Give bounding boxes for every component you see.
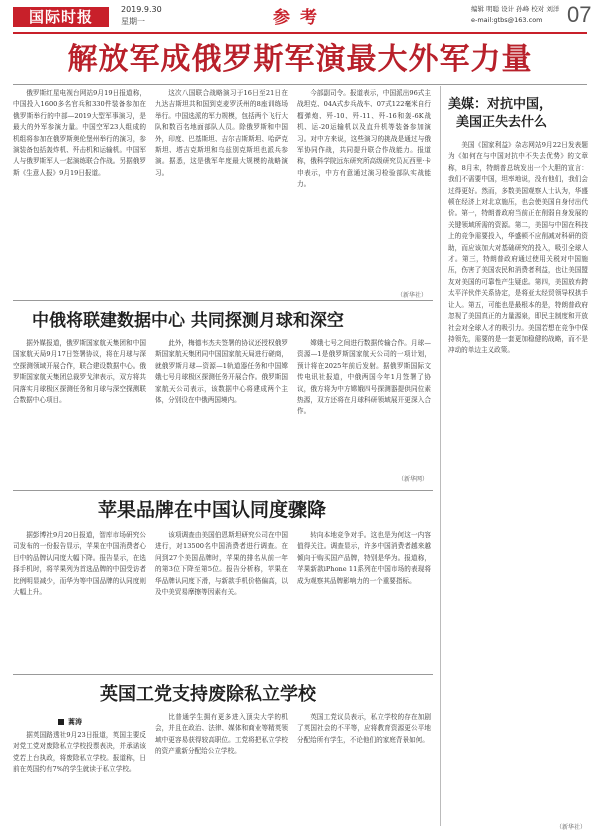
issue-weekday: 星期一 <box>121 17 145 26</box>
story2-column-1 <box>13 338 146 486</box>
page-header <box>0 0 600 36</box>
story4-byline-name: 蒿涛 <box>68 718 82 726</box>
lead-credit: （新华社） <box>397 292 428 299</box>
story4-col3-text: 英国工党议员表示，私立学校的存在加剧了英国社会的不平等，应将教育资源更公平地分配给所有学生，不论他们的家庭背景如何。 <box>297 713 431 744</box>
story3-col3-text: 转向本地竞争对手。这也是为何这一内容值得关注。调查显示，许多中国消费者越来越倾向于购买国产品牌，特别是华为。报道称，苹果新款iPhone 11系列在中国市场的表现将成为观察其品牌影响力的一个重要指标。 <box>297 531 431 585</box>
story4-column-2 <box>155 712 288 828</box>
story2-divider <box>13 300 433 301</box>
story4-byline <box>58 717 82 727</box>
lead-divider <box>13 84 587 85</box>
lead-headline: 解放军成俄罗斯军演最大外军力量 <box>67 42 533 77</box>
lead-col3-text: 今部副司令。报道表示，中国派出96式主战坦克、04A式步兵战车、07式122毫米自行榴弹炮、歼-10、歼-11、歼-16和轰-6K战机、运-20运输机以及直升机等装备参加演习。对中方来说，这些演习的挑战是通过与俄军协同作战，共同提升联合作战能力。报道称，俄科学院远东研究所高级研究员瓦西里·卡申表示，中方有意通过演习检验部队实战能力。 <box>297 89 431 189</box>
section-title: 参考 <box>273 8 327 28</box>
story2-col2-text: 此外，梅德韦杰夫签署的协议还授权俄罗斯国家航天集团同中国国家航天局进行磋商，就俄罗斯月球—资源—1轨道器任务和中国嫦娥七号月球极区探测任务开展合作。俄罗斯国家航天公司表示，该数据中心将建成两个主体，分别设在中俄两国境内。 <box>155 339 288 405</box>
sidebar-credit: （新华社） <box>556 824 587 831</box>
story4-col2-text: 比普通学生拥有更多进入顶尖大学的机会，并且在政治、法律、媒体和商业等精英领域中更容易获得较高职位。工党将把私立学校的资产重新分配给公立学校。 <box>155 713 288 756</box>
sidebar-body <box>448 140 588 824</box>
lead-col1-text: 俄罗斯红星电视台网站9月19日报道称，中国投入1600多名官兵和330件装备参加在俄罗斯举行的中部—2019大型军事演习，是最大的外军参演力量。中国空军23人组成的机组将参加在俄罗斯奥伦堡州举行的演习，参演装备包括轰炸机、歼击机和运输机。中国军人与俄罗斯军人一起演练联合作战。另据俄罗斯《生意人报》9月19日报道。 <box>13 89 146 177</box>
editor-credits: 编辑 明聪 设计 孙峰 校对 刘洋 <box>471 5 560 13</box>
story2-credit: （新华网） <box>398 476 429 483</box>
story3-col2-text: 该项调查由美国伯恩斯坦研究公司在中国进行，对13500名中国消费者进行调查。在问到27个美国品牌时，苹果的排名从前一年的第3位下降至第5位。报告分析称，苹果在华品牌认同度下滑，与新款手机价格偏高，以及中美贸易摩擦等因素有关。 <box>155 531 288 597</box>
story4-headline: 英国工党支持废除私立学校 <box>100 684 316 705</box>
newspaper-logo: 国际时报 <box>13 7 109 27</box>
sidebar-headline-line2: 美国正失去什么 <box>456 115 548 130</box>
story2-column-2 <box>155 338 288 486</box>
lead-column-2 <box>155 88 288 296</box>
story3-column-2 <box>155 530 288 670</box>
story2-col1-text: 据外媒报道，俄罗斯国家航天集团和中国国家航天局9月17日签署协议，将在月球与深空探测领域开展合作，联合建设数据中心。俄罗斯国家航天集团总裁罗戈津表示，双方将共同落实月球极区探测任务和月球与深空探测联合数据中心项目。 <box>13 339 146 405</box>
lead-column-1 <box>13 88 146 296</box>
header-divider <box>13 32 587 34</box>
story2-column-3 <box>297 338 431 472</box>
lead-column-3 <box>297 88 431 288</box>
story2-col3-text: 嫦娥七号之间进行数据传输合作。月球—资源—1是俄罗斯国家航天公司的一项计划，预计将在2025年前后发射。据俄罗斯国际文传电讯社报道，中俄两国今年1月签署了协议，俄方将为中方嫦娥四号探测器提供同位素热源，双方还将在月球科研领域展开更深入合作。 <box>297 339 431 416</box>
story3-headline: 苹果品牌在中国认同度骤降 <box>98 499 327 521</box>
sidebar-headline-line1: 美媒：对抗中国， <box>448 97 553 112</box>
story2-headline: 中俄将联建数据中心 共同探测月球和深空 <box>32 311 344 331</box>
issue-date: 2019.9.30 <box>121 5 162 14</box>
story4-divider <box>13 674 433 675</box>
story3-column-3 <box>297 530 431 670</box>
story4-col1-text: 据英国路透社9月23日报道，英国主要反对党工党对废除私立学校投票表决，并承诺该党若上台执政，将废除私立学校。报道称，日前在英国约有7%的学生就读于私立学校。 <box>13 731 146 774</box>
story3-column-1 <box>13 530 146 670</box>
story4-column-1 <box>13 730 146 828</box>
story4-column-3 <box>297 712 431 828</box>
byline-square-icon <box>58 719 64 725</box>
page-number: 07 <box>567 2 592 27</box>
lead-col2-text: 这次八国联合战略演习于16日至21日在九达吉斯坦共和国到克麦罗沃州的8座训练场举行。中国选派的军力规模，包括两个飞行大队和数百名地面部队人员。除俄罗斯和中国外，印度、巴基斯坦、吉尔吉斯斯坦、哈萨克斯坦、塔吉克斯坦和乌兹别克斯坦也派兵参演。据悉，这是俄军年度最大规模的战略演习。 <box>155 89 288 177</box>
sidebar-divider <box>440 86 441 826</box>
sidebar-text: 美国《国家利益》杂志网站9月22日发表题为《如何在与中国对抗中不失去优势》的文章称，8月末，特朗普总统发出一个大胆的宣言：我们不需要中国，坦率地说，没有他们，我们会过得更好。然而，多数美国观察人士认为，华盛顿在经济上对北京施压，也会使美国自身付出代价。第一，特朗普政府当前正在削弱自身发展的关键领域所需的资源。第二，美国与中国在科技上的竞争需要投入，华盛顿不应削减对科研的资助，而应该加大对基础研究的投入，吸引全球人才。第三，特朗普政府通过使用关税对中国施压，伤害了美国农民和消费者利益，也让美国盟友对美国的可靠性产生疑虑。第四，美国放弃跨太平洋伙伴关系协定，是将亚太经贸领导权拱手让人。第五，可能也是最根本的是，特朗普政府忽视了美国真正的力量源泉，即民主制度和开放社会对全球人才的吸引力。美国若想在竞争中保持领先，需要的是一套更加稳健的战略，而不是冲动的单边主义政策。 <box>448 141 588 355</box>
story3-col1-text: 据彭博社9月20日报道，智库市场研究公司发布的一份报告显示，苹果在中国消费者心目中的品牌认同度大幅下降。报告显示，在选择手机时，将苹果列为首选品牌的中国受访者比例明显减少，而华为等中国品牌的认同度则大幅上升。 <box>13 531 146 597</box>
editor-email: e-mail:gtbs@163.com <box>471 16 543 24</box>
story3-divider <box>13 490 433 491</box>
